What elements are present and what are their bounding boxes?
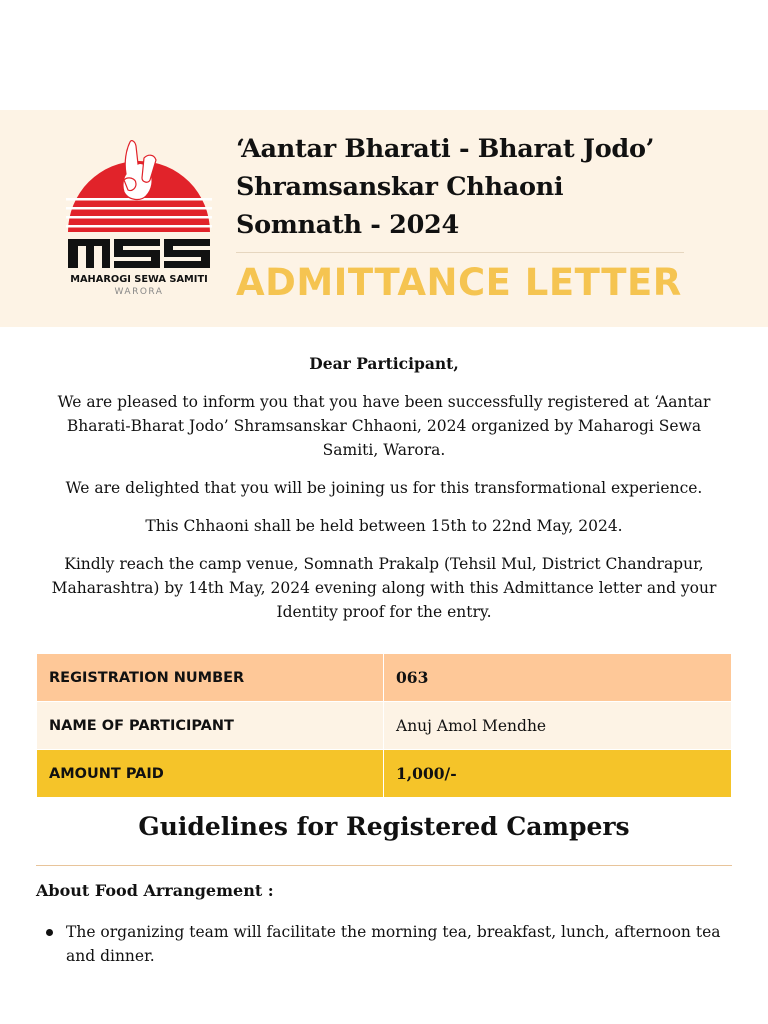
title-divider bbox=[236, 252, 684, 253]
list-item bbox=[36, 920, 732, 968]
logo-letters-mss bbox=[68, 239, 210, 268]
paragraph-welcome: We are delighted that you will be joining us for this transformational experience. bbox=[65, 479, 703, 497]
participant-details-table bbox=[36, 653, 732, 798]
food-arrangement-heading: About Food Arrangement : bbox=[36, 881, 274, 900]
amount-paid-value: 1,000/- bbox=[384, 750, 732, 798]
letter-header bbox=[0, 110, 768, 327]
guidelines-divider bbox=[36, 865, 732, 866]
paragraph-dates: This Chhaoni shall be held between 15th to 22nd May, 2024. bbox=[145, 517, 623, 535]
paragraph-venue: Kindly reach the camp venue, Somnath Prakalp (Tehsil Mul, District Chandrapur, Maharashtra) by 14th May, 2024 evening along with this Admittance letter and your Identity proof for the entry. bbox=[51, 555, 717, 621]
logo-org-name: MAHAROGI SEWA SAMITI bbox=[70, 274, 208, 285]
amount-paid-label: AMOUNT PAID bbox=[37, 750, 384, 798]
table-row bbox=[37, 654, 732, 702]
food-arrangement-list bbox=[36, 920, 732, 968]
logo-place: WARORA bbox=[114, 287, 164, 297]
table-row bbox=[37, 702, 732, 750]
food-item-text: The organizing team will facilitate the morning tea, breakfast, lunch, afternoon tea and dinner. bbox=[66, 923, 721, 965]
letter-body bbox=[40, 352, 728, 638]
bullet-icon bbox=[46, 929, 53, 936]
title-line-3: Somnath - 2024 bbox=[236, 210, 459, 240]
title-line-2: Shramsanskar Chhaoni bbox=[236, 172, 564, 202]
document-subtitle: ADMITTANCE LETTER bbox=[236, 261, 682, 304]
title-block bbox=[236, 130, 686, 304]
greeting: Dear Participant, bbox=[309, 354, 459, 373]
registration-number-label: REGISTRATION NUMBER bbox=[37, 654, 384, 702]
table-row bbox=[37, 750, 732, 798]
title-line-1: ‘Aantar Bharati - Bharat Jodo’ bbox=[236, 134, 655, 164]
participant-name-value: Anuj Amol Mendhe bbox=[384, 702, 732, 750]
guidelines-heading: Guidelines for Registered Campers bbox=[138, 812, 630, 841]
participant-name-label: NAME OF PARTICIPANT bbox=[37, 702, 384, 750]
registration-number-value: 063 bbox=[384, 654, 732, 702]
mss-logo bbox=[66, 140, 212, 298]
paragraph-registration: We are pleased to inform you that you have been successfully registered at ‘Aantar Bharati-Bharat Jodo’ Shramsanskar Chhaoni, 2024 organized by Maharogi Sewa Samiti, Warora. bbox=[57, 393, 711, 459]
